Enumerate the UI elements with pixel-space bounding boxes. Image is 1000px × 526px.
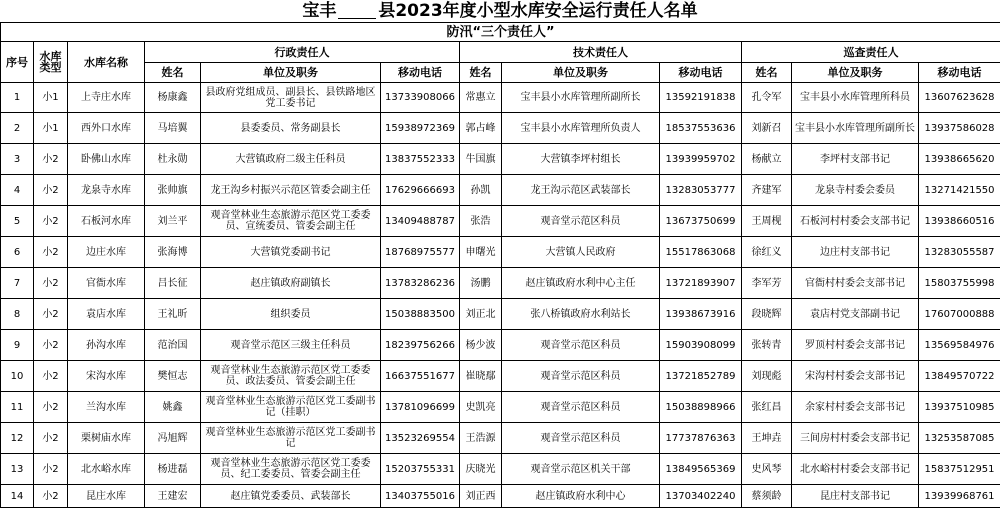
cell-reservoir-name: 上寺庄水库	[68, 83, 145, 113]
cell-tech-phone: 13673750699	[660, 206, 742, 237]
header-tech-unit: 单位及职务	[502, 63, 660, 83]
header-admin-unit: 单位及职务	[201, 63, 381, 83]
cell-admin-phone: 13403755016	[381, 485, 460, 508]
cell-seq: 1	[1, 83, 34, 113]
cell-tech-unit: 大营镇人民政府	[502, 237, 660, 268]
table-row	[1, 361, 1000, 392]
table-row	[1, 83, 1000, 113]
table-row	[1, 268, 1000, 299]
cell-reservoir-name: 宋沟水库	[68, 361, 145, 392]
cell-tech-phone: 13849565369	[660, 454, 742, 485]
cell-tech-person: 王浩源	[460, 423, 502, 454]
cell-tech-unit: 赵庄镇政府水利中心主任	[502, 268, 660, 299]
cell-patrol-phone: 13938665620	[919, 144, 1000, 175]
cell-tech-unit: 赵庄镇政府水利中心	[502, 485, 660, 508]
cell-seq: 7	[1, 268, 34, 299]
table-row	[1, 454, 1000, 485]
cell-seq: 8	[1, 299, 34, 330]
cell-patrol-person: 张转青	[742, 330, 792, 361]
cell-admin-phone: 13781096699	[381, 392, 460, 423]
cell-type: 小1	[34, 113, 68, 144]
table-row	[1, 299, 1000, 330]
cell-tech-person: 史凯亮	[460, 392, 502, 423]
title-county: 宝丰	[302, 1, 337, 21]
cell-patrol-person: 史风琴	[742, 454, 792, 485]
cell-patrol-phone: 13283055587	[919, 237, 1000, 268]
title-blank-underline	[338, 4, 376, 19]
cell-patrol-unit: 袁店村党支部副书记	[792, 299, 919, 330]
cell-tech-phone: 13592191838	[660, 83, 742, 113]
cell-reservoir-name: 边庄水库	[68, 237, 145, 268]
cell-admin-unit: 赵庄镇政府副镇长	[201, 268, 381, 299]
header-admin-person: 姓名	[145, 63, 201, 83]
cell-admin-unit: 观音堂林业生态旅游示范区党工委副书记	[201, 423, 381, 454]
cell-admin-phone: 13523269554	[381, 423, 460, 454]
cell-tech-person: 郭占峰	[460, 113, 502, 144]
cell-type: 小2	[34, 361, 68, 392]
cell-seq: 10	[1, 361, 34, 392]
cell-seq: 4	[1, 175, 34, 206]
cell-patrol-person: 徐红义	[742, 237, 792, 268]
cell-reservoir-name: 卧佛山水库	[68, 144, 145, 175]
cell-tech-person: 刘正西	[460, 485, 502, 508]
cell-reservoir-name: 栗树庙水库	[68, 423, 145, 454]
cell-patrol-phone: 13937510985	[919, 392, 1000, 423]
cell-admin-person: 王建宏	[145, 485, 201, 508]
cell-reservoir-name: 龙泉寺水库	[68, 175, 145, 206]
subtitle-banner: 防汛“三个责任人”	[1, 23, 1000, 42]
cell-patrol-phone: 13569584976	[919, 330, 1000, 361]
cell-admin-person: 张海博	[145, 237, 201, 268]
cell-tech-phone: 13721893907	[660, 268, 742, 299]
cell-admin-phone: 18768975577	[381, 237, 460, 268]
cell-type: 小2	[34, 392, 68, 423]
cell-patrol-phone: 13939968761	[919, 485, 1000, 508]
cell-tech-phone: 15517863068	[660, 237, 742, 268]
cell-tech-phone: 13939959702	[660, 144, 742, 175]
cell-tech-person: 申曙光	[460, 237, 502, 268]
cell-patrol-unit: 石板河村村委会支部书记	[792, 206, 919, 237]
cell-type: 小2	[34, 299, 68, 330]
cell-patrol-unit: 三间房村村委会支部书记	[792, 423, 919, 454]
page-title	[0, 0, 1000, 22]
cell-tech-phone: 18537553636	[660, 113, 742, 144]
cell-tech-phone: 17737876363	[660, 423, 742, 454]
header-admin-phone: 移动电话	[381, 63, 460, 83]
cell-admin-unit: 观音堂林业生态旅游示范区党工委委员、政法委员、管委会副主任	[201, 361, 381, 392]
cell-seq: 12	[1, 423, 34, 454]
cell-reservoir-name: 官衙水库	[68, 268, 145, 299]
cell-patrol-unit: 宝丰县小水库管理所副所长	[792, 113, 919, 144]
cell-seq: 6	[1, 237, 34, 268]
cell-patrol-unit: 昆庄村支部书记	[792, 485, 919, 508]
cell-tech-unit: 张八桥镇政府水利站长	[502, 299, 660, 330]
header-type: 水库类型	[34, 42, 68, 83]
cell-tech-person: 常惠立	[460, 83, 502, 113]
cell-tech-person: 刘正北	[460, 299, 502, 330]
cell-patrol-phone: 15837512951	[919, 454, 1000, 485]
cell-type: 小2	[34, 485, 68, 508]
cell-admin-person: 冯旭辉	[145, 423, 201, 454]
cell-seq: 9	[1, 330, 34, 361]
cell-patrol-phone: 17607000888	[919, 299, 1000, 330]
cell-patrol-phone: 13937586028	[919, 113, 1000, 144]
cell-admin-phone: 13837552333	[381, 144, 460, 175]
cell-admin-person: 张帅旗	[145, 175, 201, 206]
cell-tech-unit: 龙王沟示范区武装部长	[502, 175, 660, 206]
cell-type: 小1	[34, 83, 68, 113]
cell-patrol-phone: 13253587085	[919, 423, 1000, 454]
cell-admin-phone: 18239756266	[381, 330, 460, 361]
cell-patrol-unit: 罗顶村村委会支部书记	[792, 330, 919, 361]
cell-patrol-unit: 北水峪村村委会支部书记	[792, 454, 919, 485]
cell-admin-unit: 龙王沟乡村振兴示范区管委会副主任	[201, 175, 381, 206]
cell-type: 小2	[34, 330, 68, 361]
cell-tech-person: 牛国旗	[460, 144, 502, 175]
header-tech-person: 姓名	[460, 63, 502, 83]
cell-reservoir-name: 昆庄水库	[68, 485, 145, 508]
cell-patrol-person: 王周枧	[742, 206, 792, 237]
cell-reservoir-name: 石板河水库	[68, 206, 145, 237]
cell-patrol-unit: 宝丰县小水库管理所科员	[792, 83, 919, 113]
cell-patrol-phone: 13271421550	[919, 175, 1000, 206]
cell-admin-unit: 县政府党组成员、副县长、县铁路地区党工委书记	[201, 83, 381, 113]
cell-admin-phone: 13783286236	[381, 268, 460, 299]
cell-patrol-person: 齐建军	[742, 175, 792, 206]
cell-type: 小2	[34, 454, 68, 485]
cell-seq: 11	[1, 392, 34, 423]
header-patrol-phone: 移动电话	[919, 63, 1000, 83]
table-row	[1, 330, 1000, 361]
cell-reservoir-name: 兰沟水库	[68, 392, 145, 423]
cell-tech-phone: 13703402240	[660, 485, 742, 508]
header-name: 水库名称	[68, 42, 145, 83]
cell-patrol-person: 李军芳	[742, 268, 792, 299]
cell-admin-person: 马培翼	[145, 113, 201, 144]
header-patrol-unit: 单位及职务	[792, 63, 919, 83]
cell-admin-phone: 15038883500	[381, 299, 460, 330]
cell-tech-unit: 观音堂示范区科员	[502, 206, 660, 237]
cell-reservoir-name: 孙沟水库	[68, 330, 145, 361]
cell-admin-person: 刘兰平	[145, 206, 201, 237]
cell-admin-unit: 县委委员、常务副县长	[201, 113, 381, 144]
cell-type: 小2	[34, 268, 68, 299]
cell-admin-phone: 16637551677	[381, 361, 460, 392]
cell-patrol-unit: 李坪村支部书记	[792, 144, 919, 175]
cell-patrol-person: 刘新召	[742, 113, 792, 144]
cell-reservoir-name: 西外口水库	[68, 113, 145, 144]
cell-seq: 14	[1, 485, 34, 508]
cell-patrol-phone: 13607623628	[919, 83, 1000, 113]
cell-patrol-person: 刘现彪	[742, 361, 792, 392]
table-row	[1, 423, 1000, 454]
cell-admin-unit: 大营镇党委副书记	[201, 237, 381, 268]
cell-patrol-person: 张红昌	[742, 392, 792, 423]
cell-admin-unit: 大营镇政府二级主任科员	[201, 144, 381, 175]
table-row	[1, 392, 1000, 423]
cell-tech-phone: 15903908099	[660, 330, 742, 361]
cell-patrol-person: 蔡须龄	[742, 485, 792, 508]
cell-type: 小2	[34, 144, 68, 175]
cell-tech-unit: 大营镇李坪村组长	[502, 144, 660, 175]
cell-tech-person: 崔晓鄢	[460, 361, 502, 392]
cell-patrol-unit: 边庄村支部书记	[792, 237, 919, 268]
cell-admin-unit: 观音堂林业生态旅游示范区党工委副书记（挂职）	[201, 392, 381, 423]
cell-admin-unit: 观音堂林业生态旅游示范区党工委委员、纪工委委员、管委会副主任	[201, 454, 381, 485]
cell-tech-phone: 13283053777	[660, 175, 742, 206]
cell-patrol-person: 王坤垚	[742, 423, 792, 454]
cell-admin-unit: 观音堂林业生态旅游示范区党工委委员、宣统委员、管委会副主任	[201, 206, 381, 237]
cell-type: 小2	[34, 423, 68, 454]
cell-patrol-phone: 13849570722	[919, 361, 1000, 392]
cell-seq: 3	[1, 144, 34, 175]
cell-admin-person: 姚鑫	[145, 392, 201, 423]
header-tech-group: 技术责任人	[460, 42, 742, 63]
cell-tech-person: 庆晓光	[460, 454, 502, 485]
cell-type: 小2	[34, 237, 68, 268]
cell-admin-phone: 17629666693	[381, 175, 460, 206]
cell-admin-person: 杜永勋	[145, 144, 201, 175]
cell-reservoir-name: 北水峪水库	[68, 454, 145, 485]
cell-type: 小2	[34, 206, 68, 237]
roster-table	[0, 22, 1000, 508]
header-patrol-person: 姓名	[742, 63, 792, 83]
cell-patrol-person: 段晓辉	[742, 299, 792, 330]
cell-admin-phone: 15938972369	[381, 113, 460, 144]
cell-admin-person: 杨进磊	[145, 454, 201, 485]
table-row	[1, 144, 1000, 175]
header-seq: 序号	[1, 42, 34, 83]
table-row	[1, 113, 1000, 144]
cell-patrol-phone: 13938660516	[919, 206, 1000, 237]
cell-tech-unit: 观音堂示范区科员	[502, 423, 660, 454]
cell-tech-unit: 宝丰县小水库管理所负责人	[502, 113, 660, 144]
cell-admin-unit: 赵庄镇党委委员、武装部长	[201, 485, 381, 508]
cell-type: 小2	[34, 175, 68, 206]
cell-tech-phone: 15038898966	[660, 392, 742, 423]
header-admin-group: 行政责任人	[145, 42, 460, 63]
cell-patrol-person: 杨献立	[742, 144, 792, 175]
cell-tech-person: 孙凯	[460, 175, 502, 206]
cell-admin-phone: 13733908066	[381, 83, 460, 113]
cell-admin-phone: 15203755331	[381, 454, 460, 485]
header-patrol-group: 巡查责任人	[742, 42, 1000, 63]
header-tech-phone: 移动电话	[660, 63, 742, 83]
cell-tech-unit: 观音堂示范区科员	[502, 330, 660, 361]
cell-tech-unit: 观音堂示范区科员	[502, 392, 660, 423]
table-row	[1, 237, 1000, 268]
table-row	[1, 206, 1000, 237]
cell-reservoir-name: 袁店水库	[68, 299, 145, 330]
cell-patrol-person: 孔令军	[742, 83, 792, 113]
cell-tech-person: 张浩	[460, 206, 502, 237]
cell-patrol-unit: 余家村村委会支部书记	[792, 392, 919, 423]
table-row	[1, 485, 1000, 508]
cell-patrol-unit: 官衙村村委会支部书记	[792, 268, 919, 299]
cell-seq: 5	[1, 206, 34, 237]
cell-tech-phone: 13938673916	[660, 299, 742, 330]
cell-admin-phone: 13409488787	[381, 206, 460, 237]
cell-seq: 2	[1, 113, 34, 144]
cell-admin-unit: 观音堂示范区三级主任科员	[201, 330, 381, 361]
cell-patrol-unit: 宋沟村村委会支部书记	[792, 361, 919, 392]
cell-admin-person: 范治国	[145, 330, 201, 361]
cell-patrol-phone: 15803755998	[919, 268, 1000, 299]
cell-seq: 13	[1, 454, 34, 485]
title-main: 县2023年度小型水库安全运行责任人名单	[378, 1, 698, 21]
table-row	[1, 175, 1000, 206]
cell-patrol-unit: 龙泉寺村委会委员	[792, 175, 919, 206]
cell-admin-person: 樊恒志	[145, 361, 201, 392]
cell-tech-unit: 宝丰县小水库管理所副所长	[502, 83, 660, 113]
cell-tech-person: 杨少波	[460, 330, 502, 361]
cell-tech-unit: 观音堂示范区机关干部	[502, 454, 660, 485]
cell-admin-person: 杨康鑫	[145, 83, 201, 113]
cell-admin-person: 王礼昕	[145, 299, 201, 330]
cell-tech-phone: 13721852789	[660, 361, 742, 392]
cell-tech-person: 汤鹏	[460, 268, 502, 299]
cell-admin-unit: 组织委员	[201, 299, 381, 330]
cell-tech-unit: 观音堂示范区科员	[502, 361, 660, 392]
cell-admin-person: 吕长征	[145, 268, 201, 299]
